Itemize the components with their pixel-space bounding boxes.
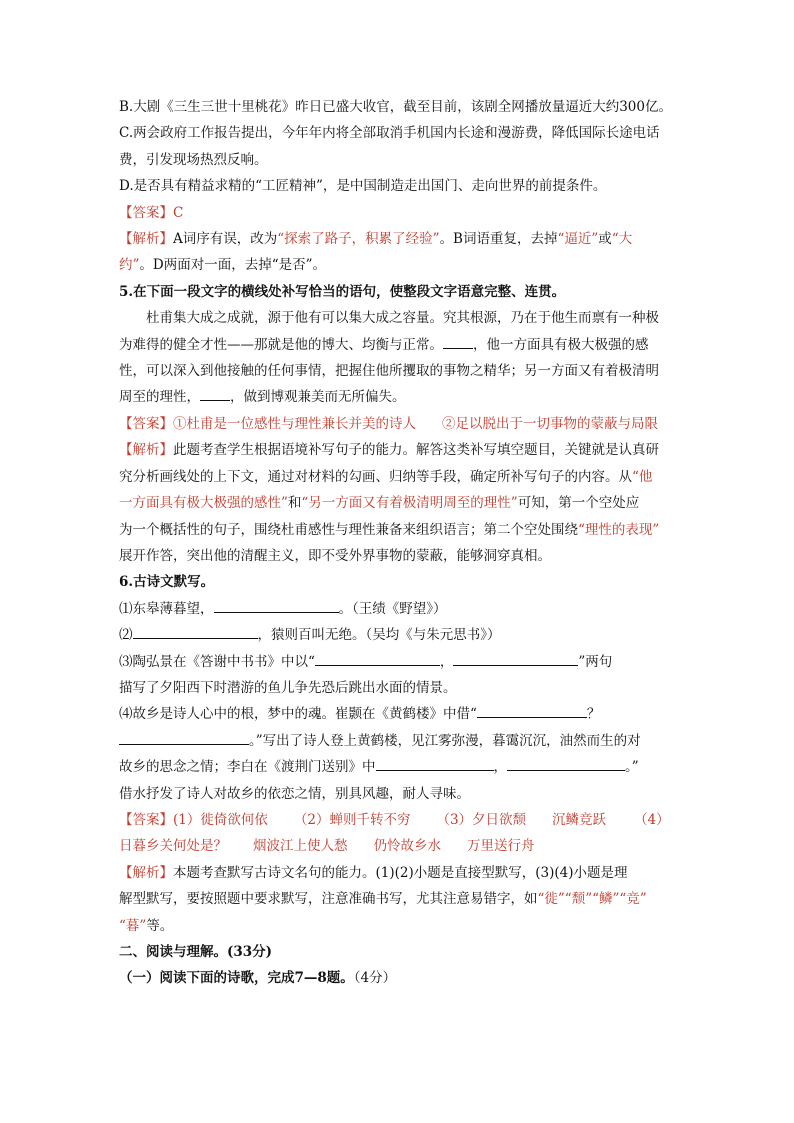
q6-answer-line1: 【答案】(1）徙倚欲何依 （2）蝉则千转不穷 （3）夕日欲颓 沉鳞竞跃 （4） bbox=[119, 811, 670, 828]
section2-title: 二、阅读与理解。(33分) bbox=[119, 944, 273, 960]
q6-analysis-line3: “暮”等。 bbox=[119, 917, 174, 934]
fill-blank bbox=[376, 756, 494, 771]
q5-answer: 【答案】①杜甫是一位感性与理性兼长并美的诗人 ②足以脱出于一切事物的蒙蔽与局限 bbox=[119, 415, 658, 432]
q5-analysis-line4: 为一个概括性的句子，围绕杜甫感性与理性兼备来组织语言；第二个空处围绕“理性的表现” bbox=[119, 521, 660, 538]
q6-analysis-line1: 【解析】本题考查默写古诗文名句的能力。(1)(2)小题是直接型默写，(3)(4)小题是理 bbox=[119, 864, 628, 881]
q5-passage-line3: 性，可以深入到他接触的任何事情，把握住他所攫取的事物之精华；另一方面又有着极清明 bbox=[119, 363, 659, 380]
q4-analysis-line1: 【解析】A词序有误，改为“探索了路子，积累了经验”。B词语重复，去掉“逼近”或“大 bbox=[119, 231, 633, 248]
section2-subtitle: （一）阅读下面的诗歌，完成7—8题。（4分） bbox=[119, 970, 397, 987]
fill-blank bbox=[453, 651, 578, 666]
fill-blank bbox=[214, 598, 339, 613]
fill-blank bbox=[200, 386, 230, 401]
fill-blank bbox=[443, 334, 473, 349]
answer-tag: 【答案】 bbox=[119, 204, 173, 221]
analysis-tag: 【解析】 bbox=[119, 442, 173, 459]
q4-answer bbox=[119, 200, 679, 226]
q5-title: 5.在下面一段文字的横线处补写恰当的语句，使整段文字语意完整、连贯。 bbox=[119, 283, 566, 300]
q6-item3-line1: ⑶陶弘景在《答谢中书书》中以“ ， ”两句 bbox=[119, 649, 679, 675]
q4-option-c-line1: C.两会政府工作报告提出，今年年内将全部取消手机国内长途和漫游费，降低国际长途电话 bbox=[119, 125, 660, 142]
q4-option-d: D.是否具有精益求精的“工匠精神”，是中国制造走出国门、走向世界的前提条件。 bbox=[119, 178, 607, 195]
q4-option-c-line2: 费，引发现场热烈反响。 bbox=[119, 151, 268, 168]
answer-value: C bbox=[173, 204, 184, 221]
answer-tag: 【答案】 bbox=[119, 415, 173, 432]
q5-passage-line2: 为难得的健全才性——那就是他的博大、均衡与正常。 ，他一方面具有极大极强的感 bbox=[119, 332, 679, 358]
analysis-tag: 【解析】 bbox=[119, 864, 173, 881]
q6-item4-line3: 故乡的思念之情；李白在《渡荆门送别》中 ， 。” bbox=[119, 754, 679, 780]
q5-passage-line4: 周至的理性， ，做到博观兼美而无所偏失。 bbox=[119, 384, 679, 410]
q6-item3-line2: 描写了夕阳西下时潜游的鱼儿争先恐后跳出水面的情景。 bbox=[119, 679, 457, 696]
q6-analysis-line2: 解型默写，要按照题中要求默写，注意准确书写，尤其注意易错字，如“徙”“颓”“鳞”“竞” bbox=[119, 891, 647, 908]
q5-passage-line1: 杜甫集大成之成就，源于他有可以集大成之容量。究其根源，乃在于他生而禀有一种极 bbox=[146, 310, 659, 327]
fill-blank bbox=[507, 756, 625, 771]
q5-analysis-line1: 【解析】此题考查学生根据语境补写句子的能力。解答这类补写填空题目，关键就是认真研 bbox=[119, 442, 659, 459]
q6-item1: ⑴东皋薄暮望， 。（王绩《野望》） bbox=[119, 596, 679, 622]
q4-analysis-line2: 约”。D两面对一面，去掉“是否”。 bbox=[119, 257, 327, 274]
q6-item2: ⑵ ，猿则百叫无绝。（吴均《与朱元思书》） bbox=[119, 622, 679, 648]
q6-item4-line1: ⑷故乡是诗人心中的根，梦中的魂。崔颢在《黄鹤楼》中借“ ？ bbox=[119, 701, 679, 727]
q6-item4-line4: 借水抒发了诗人对故乡的依恋之情，别具风趣，耐人寻味。 bbox=[119, 785, 470, 802]
fill-blank bbox=[133, 624, 258, 639]
q5-analysis-line2: 究分析画线处的上下文，通过对材料的勾画、归纳等手段，确定所补写句子的内容。从“他 bbox=[119, 468, 653, 485]
fill-blank bbox=[315, 651, 440, 666]
answer-tag: 【答案】 bbox=[119, 811, 173, 828]
q6-title: 6.古诗文默写。 bbox=[119, 574, 215, 591]
fill-blank bbox=[477, 703, 587, 718]
q4-option-b: B.大剧《三生三世十里桃花》昨日已盛大收官，截至目前，该剧全网播放量逼近大约300亿。 bbox=[119, 99, 672, 115]
fill-blank bbox=[119, 730, 249, 745]
q6-answer-line2: 日暮乡关何处是？ 烟波江上使人愁 仍怜故乡水 万里送行舟 bbox=[119, 838, 535, 855]
q5-analysis-line5: 展开作答，突出他的清醒主义，即不受外界事物的蒙蔽，能够洞穿真相。 bbox=[119, 547, 551, 564]
q5-analysis-line3: 一方面具有极大极强的感性”和“另一方面又有着极清明周至的理性”可知，第一个空处应 bbox=[119, 495, 640, 512]
analysis-tag: 【解析】 bbox=[119, 231, 173, 248]
document-content bbox=[119, 94, 679, 992]
q6-item4-line2: 。”写出了诗人登上黄鹤楼，见江雾弥漫，暮霭沉沉，油然而生的对 bbox=[119, 728, 679, 754]
